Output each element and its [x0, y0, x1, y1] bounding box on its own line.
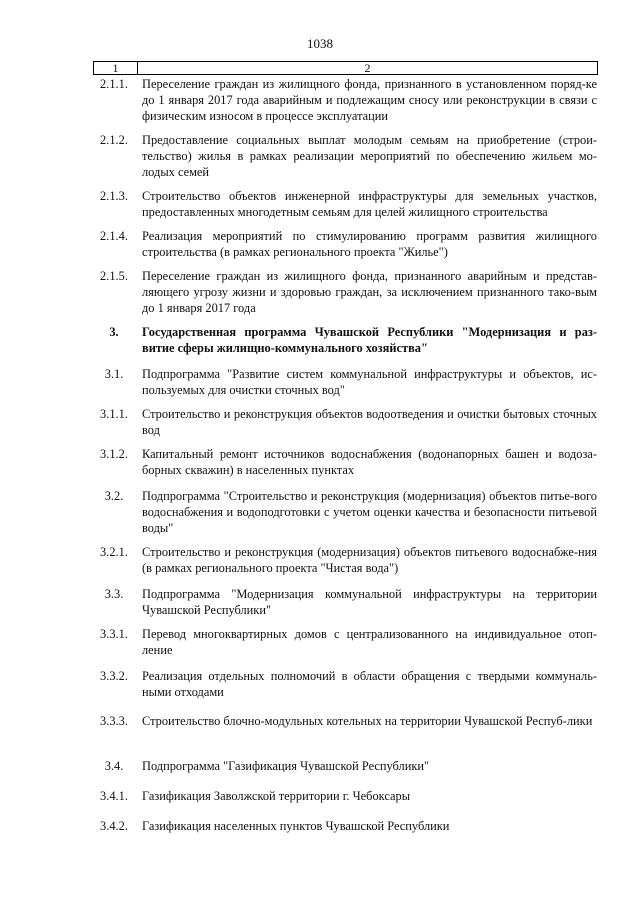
row-number: 2.1.2. — [100, 133, 128, 147]
row-text: Переселение граждан из жилищного фонда, признанного в установленном поряд-ке до 1 января 2017 года аварийным и подлежащим сносу или реконструкции в связи с физическим износом в процессе эксплуатации — [142, 77, 597, 123]
column-2-header: 2 — [364, 61, 371, 75]
row-number: 3.2. — [104, 489, 124, 503]
row-number: 2.1.3. — [100, 189, 128, 203]
row-number: 3.3.1. — [100, 627, 128, 641]
row-text: Газификация Заволжской территории г. Чебоксары — [142, 789, 411, 803]
row-number: 3.1. — [104, 367, 124, 381]
row-text: Перевод многоквартирных домов с централизованного на индивидуальное отоп-ление — [142, 627, 597, 657]
row-text: Подпрограмма "Газификация Чувашской Республики" — [142, 759, 430, 773]
row-number: 3.3.2. — [100, 669, 128, 683]
row-number: 2.1.4. — [100, 229, 128, 243]
row-text: Строительство объектов инженерной инфраструктуры для земельных участков, предоставленных многодетным семьям для целей жилищного строительства — [142, 189, 597, 219]
row-number: 3.4.1. — [100, 789, 128, 803]
table-header-row — [93, 61, 598, 75]
row-number: 3.2.1. — [100, 545, 128, 559]
row-number: 3.4.2. — [100, 819, 128, 833]
row-text: Реализация отдельных полномочий в области обращения с твердыми коммуналь-ными отходами — [142, 669, 597, 699]
row-text: Строительство и реконструкция объектов водоотведения и очистки бытовых сточных вод — [142, 407, 597, 437]
row-text: Переселение граждан из жилищного фонда, признанного аварийным и представ-ляющего угрозу жизни и здоровью граждан, за исключением признанного тако-вым до 1 января 2017 года — [142, 269, 597, 315]
row-number: 3. — [109, 325, 119, 339]
row-text: Предоставление социальных выплат молодым семьям на приобретение (строи-тельство) жилья в рамках реализации мероприятий по обеспечению жильем мо-лодых семей — [142, 133, 597, 179]
row-text: Подпрограмма "Строительство и реконструкция (модернизация) объектов питье-вого водоснабжения и водоподготовки с учетом оценки качества и безопасности питьевой воды" — [142, 489, 597, 535]
row-number: 3.4. — [104, 759, 124, 773]
row-number: 3.1.1. — [100, 407, 128, 421]
row-text: Реализация мероприятий по стимулированию программ развития жилищного строительства (в рамках регионального проекта "Жилье") — [142, 229, 597, 259]
row-text: Капитальный ремонт источников водоснабжения (водонапорных башен и водоза-борных скважин) в населенных пунктах — [142, 447, 597, 477]
page-number: 1038 — [307, 36, 333, 51]
row-text: Строительство и реконструкция (модернизация) объектов питьевого водоснабже-ния (в рамках регионального проекта "Чистая вода") — [142, 545, 597, 575]
row-text: Строительство блочно-модульных котельных на территории Чувашской Респуб-лики — [142, 714, 593, 728]
row-text: Газификация населенных пунктов Чувашской Республики — [142, 819, 450, 833]
row-number: 3.3.3. — [100, 714, 128, 728]
row-text: Подпрограмма "Модернизация коммунальной инфраструктуры на территории Чувашской Республики" — [142, 587, 597, 617]
row-number: 3.1.2. — [100, 447, 128, 461]
row-text: Государственная программа Чувашской Республики "Модернизация и раз-витие сферы жилищно-коммунального хозяйства" — [142, 325, 597, 355]
row-number: 2.1.5. — [100, 269, 128, 283]
row-number: 2.1.1. — [100, 77, 128, 91]
row-text: Подпрограмма "Развитие систем коммунальной инфраструктуры и объектов, ис-пользуемых для очистки сточных вод" — [142, 367, 597, 397]
column-1-header: 1 — [94, 62, 138, 74]
row-number: 3.3. — [104, 587, 124, 601]
